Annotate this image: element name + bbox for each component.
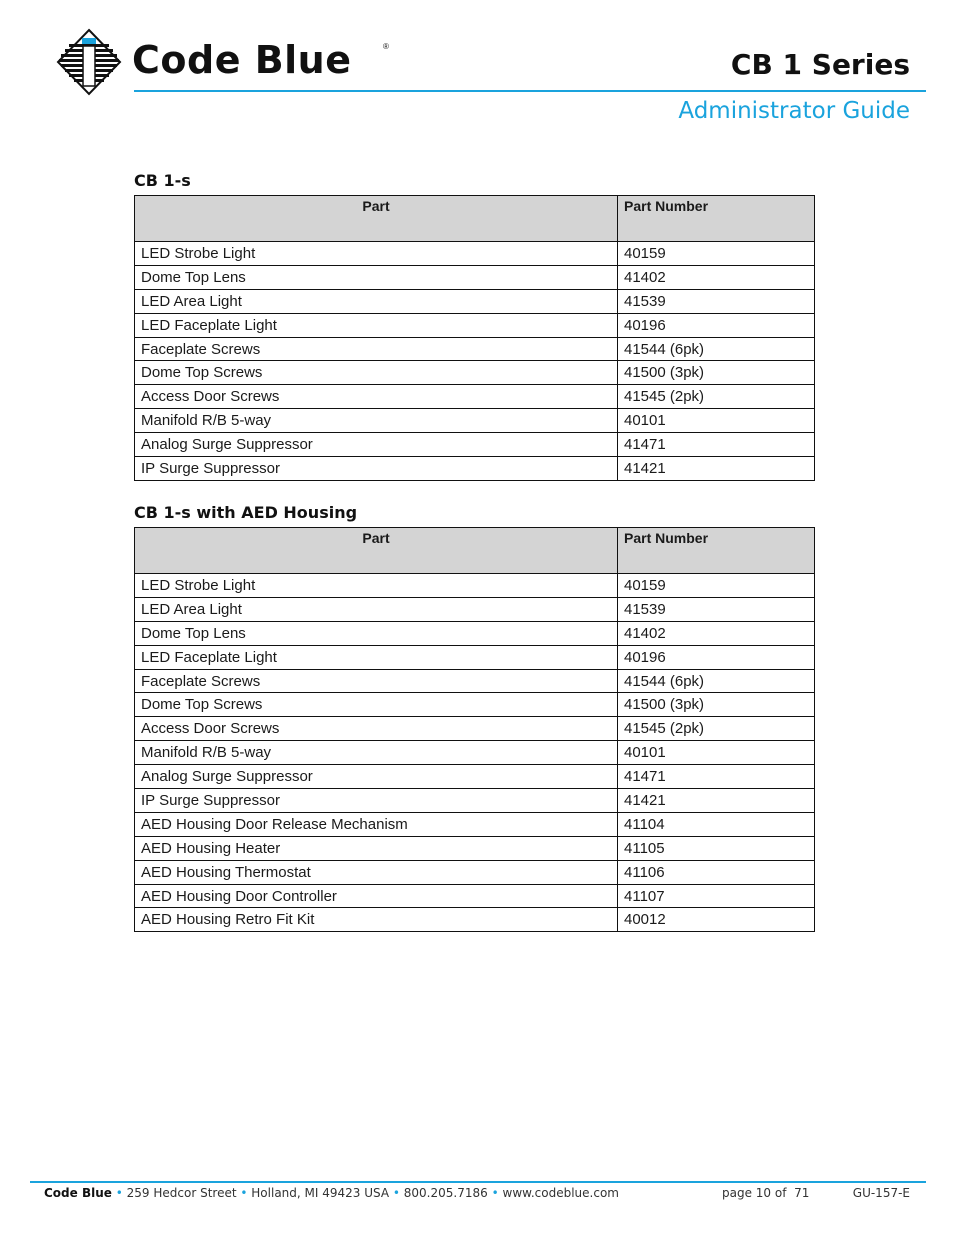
registered-mark: ® xyxy=(383,42,389,51)
table-row xyxy=(135,385,815,409)
part-name-cell: AED Housing Retro Fit Kit xyxy=(135,908,618,932)
code-blue-logo-icon xyxy=(56,28,122,96)
table-row xyxy=(135,574,815,598)
part-name-cell: LED Area Light xyxy=(135,289,618,313)
part-name-cell: Access Door Screws xyxy=(135,717,618,741)
part-number-cell: 41402 xyxy=(618,621,815,645)
part-name-cell: LED Area Light xyxy=(135,597,618,621)
table-row xyxy=(135,669,815,693)
table-row xyxy=(135,789,815,813)
part-name-cell: Faceplate Screws xyxy=(135,669,618,693)
part-number-cell: 41105 xyxy=(618,836,815,860)
part-name-cell: AED Housing Thermostat xyxy=(135,860,618,884)
table-row xyxy=(135,836,815,860)
part-number-cell: 41539 xyxy=(618,597,815,621)
table-row xyxy=(135,597,815,621)
table-row xyxy=(135,457,815,481)
guide-title: Administrator Guide xyxy=(678,98,910,124)
document-id: GU-157-E xyxy=(852,1186,910,1200)
table-row xyxy=(135,717,815,741)
part-number-cell: 41545 (2pk) xyxy=(618,717,815,741)
bullet-icon: • xyxy=(240,1186,248,1200)
section-title-cb1s: CB 1-s xyxy=(134,171,191,190)
table-row xyxy=(135,361,815,385)
part-number-cell: 40159 xyxy=(618,574,815,598)
table-row xyxy=(135,860,815,884)
part-number-cell: 41544 (6pk) xyxy=(618,669,815,693)
part-number-cell: 41544 (6pk) xyxy=(618,337,815,361)
part-number-cell: 40196 xyxy=(618,645,815,669)
table-row xyxy=(135,621,815,645)
footer-address: 259 Hedcor Street xyxy=(126,1186,237,1200)
table-row xyxy=(135,433,815,457)
part-name-cell: Dome Top Lens xyxy=(135,265,618,289)
table-row xyxy=(135,741,815,765)
part-number-cell: 40159 xyxy=(618,242,815,266)
part-name-cell: LED Faceplate Light xyxy=(135,313,618,337)
table-row xyxy=(135,337,815,361)
footer-divider xyxy=(30,1181,926,1183)
part-name-cell: LED Strobe Light xyxy=(135,574,618,598)
table-body xyxy=(135,574,815,932)
part-name-cell: Faceplate Screws xyxy=(135,337,618,361)
footer-city: Holland, MI 49423 USA xyxy=(251,1186,390,1200)
part-number-cell: 41500 (3pk) xyxy=(618,361,815,385)
table-row xyxy=(135,265,815,289)
parts-table-cb1s-aed xyxy=(134,527,815,932)
table-row xyxy=(135,313,815,337)
part-name-cell: Dome Top Screws xyxy=(135,361,618,385)
column-header-part-number: Part Number xyxy=(618,528,815,574)
part-name-cell: Analog Surge Suppressor xyxy=(135,433,618,457)
column-header-part: Part xyxy=(135,528,618,574)
table-row xyxy=(135,765,815,789)
bullet-icon: • xyxy=(392,1186,400,1200)
table-row xyxy=(135,693,815,717)
series-title: CB 1 Series xyxy=(730,48,910,81)
part-number-cell: 41421 xyxy=(618,457,815,481)
table-row xyxy=(135,289,815,313)
footer-brand: Code Blue xyxy=(44,1186,112,1200)
part-name-cell: Manifold R/B 5-way xyxy=(135,409,618,433)
part-number-cell: 41421 xyxy=(618,789,815,813)
part-number-cell: 41107 xyxy=(618,884,815,908)
part-number-cell: 40196 xyxy=(618,313,815,337)
section-title-cb1s-aed: CB 1-s with AED Housing xyxy=(134,503,358,522)
logo-wordmark: Code Blue xyxy=(132,38,352,82)
part-name-cell: Dome Top Lens xyxy=(135,621,618,645)
part-number-cell: 41106 xyxy=(618,860,815,884)
page-number: page 10 of 71 xyxy=(722,1186,810,1200)
table-row xyxy=(135,908,815,932)
table-row xyxy=(135,409,815,433)
table-row xyxy=(135,645,815,669)
part-number-cell: 40012 xyxy=(618,908,815,932)
part-name-cell: LED Strobe Light xyxy=(135,242,618,266)
table-row xyxy=(135,242,815,266)
part-name-cell: LED Faceplate Light xyxy=(135,645,618,669)
footer-phone: 800.205.7186 xyxy=(403,1186,488,1200)
part-number-cell: 41500 (3pk) xyxy=(618,693,815,717)
part-number-cell: 41104 xyxy=(618,812,815,836)
part-number-cell: 41539 xyxy=(618,289,815,313)
part-name-cell: AED Housing Door Controller xyxy=(135,884,618,908)
part-name-cell: Manifold R/B 5-way xyxy=(135,741,618,765)
part-name-cell: Analog Surge Suppressor xyxy=(135,765,618,789)
part-name-cell: AED Housing Heater xyxy=(135,836,618,860)
part-number-cell: 41471 xyxy=(618,765,815,789)
bullet-icon: • xyxy=(491,1186,499,1200)
parts-table-cb1s xyxy=(134,195,815,481)
bullet-icon: • xyxy=(115,1186,123,1200)
table-header-row xyxy=(135,196,815,242)
part-number-cell: 41545 (2pk) xyxy=(618,385,815,409)
part-name-cell: AED Housing Door Release Mechanism xyxy=(135,812,618,836)
footer-contact xyxy=(44,1186,619,1200)
part-number-cell: 40101 xyxy=(618,409,815,433)
column-header-part-number: Part Number xyxy=(618,196,815,242)
part-name-cell: IP Surge Suppressor xyxy=(135,789,618,813)
part-name-cell: Access Door Screws xyxy=(135,385,618,409)
part-number-cell: 40101 xyxy=(618,741,815,765)
column-header-part: Part xyxy=(135,196,618,242)
footer-website[interactable]: www.codeblue.com xyxy=(502,1186,619,1200)
code-blue-logo xyxy=(56,28,396,98)
header-divider xyxy=(134,90,926,92)
part-name-cell: Dome Top Screws xyxy=(135,693,618,717)
part-number-cell: 41402 xyxy=(618,265,815,289)
table-row xyxy=(135,884,815,908)
table-header-row xyxy=(135,528,815,574)
table-row xyxy=(135,812,815,836)
part-number-cell: 41471 xyxy=(618,433,815,457)
part-name-cell: IP Surge Suppressor xyxy=(135,457,618,481)
table-body xyxy=(135,242,815,481)
